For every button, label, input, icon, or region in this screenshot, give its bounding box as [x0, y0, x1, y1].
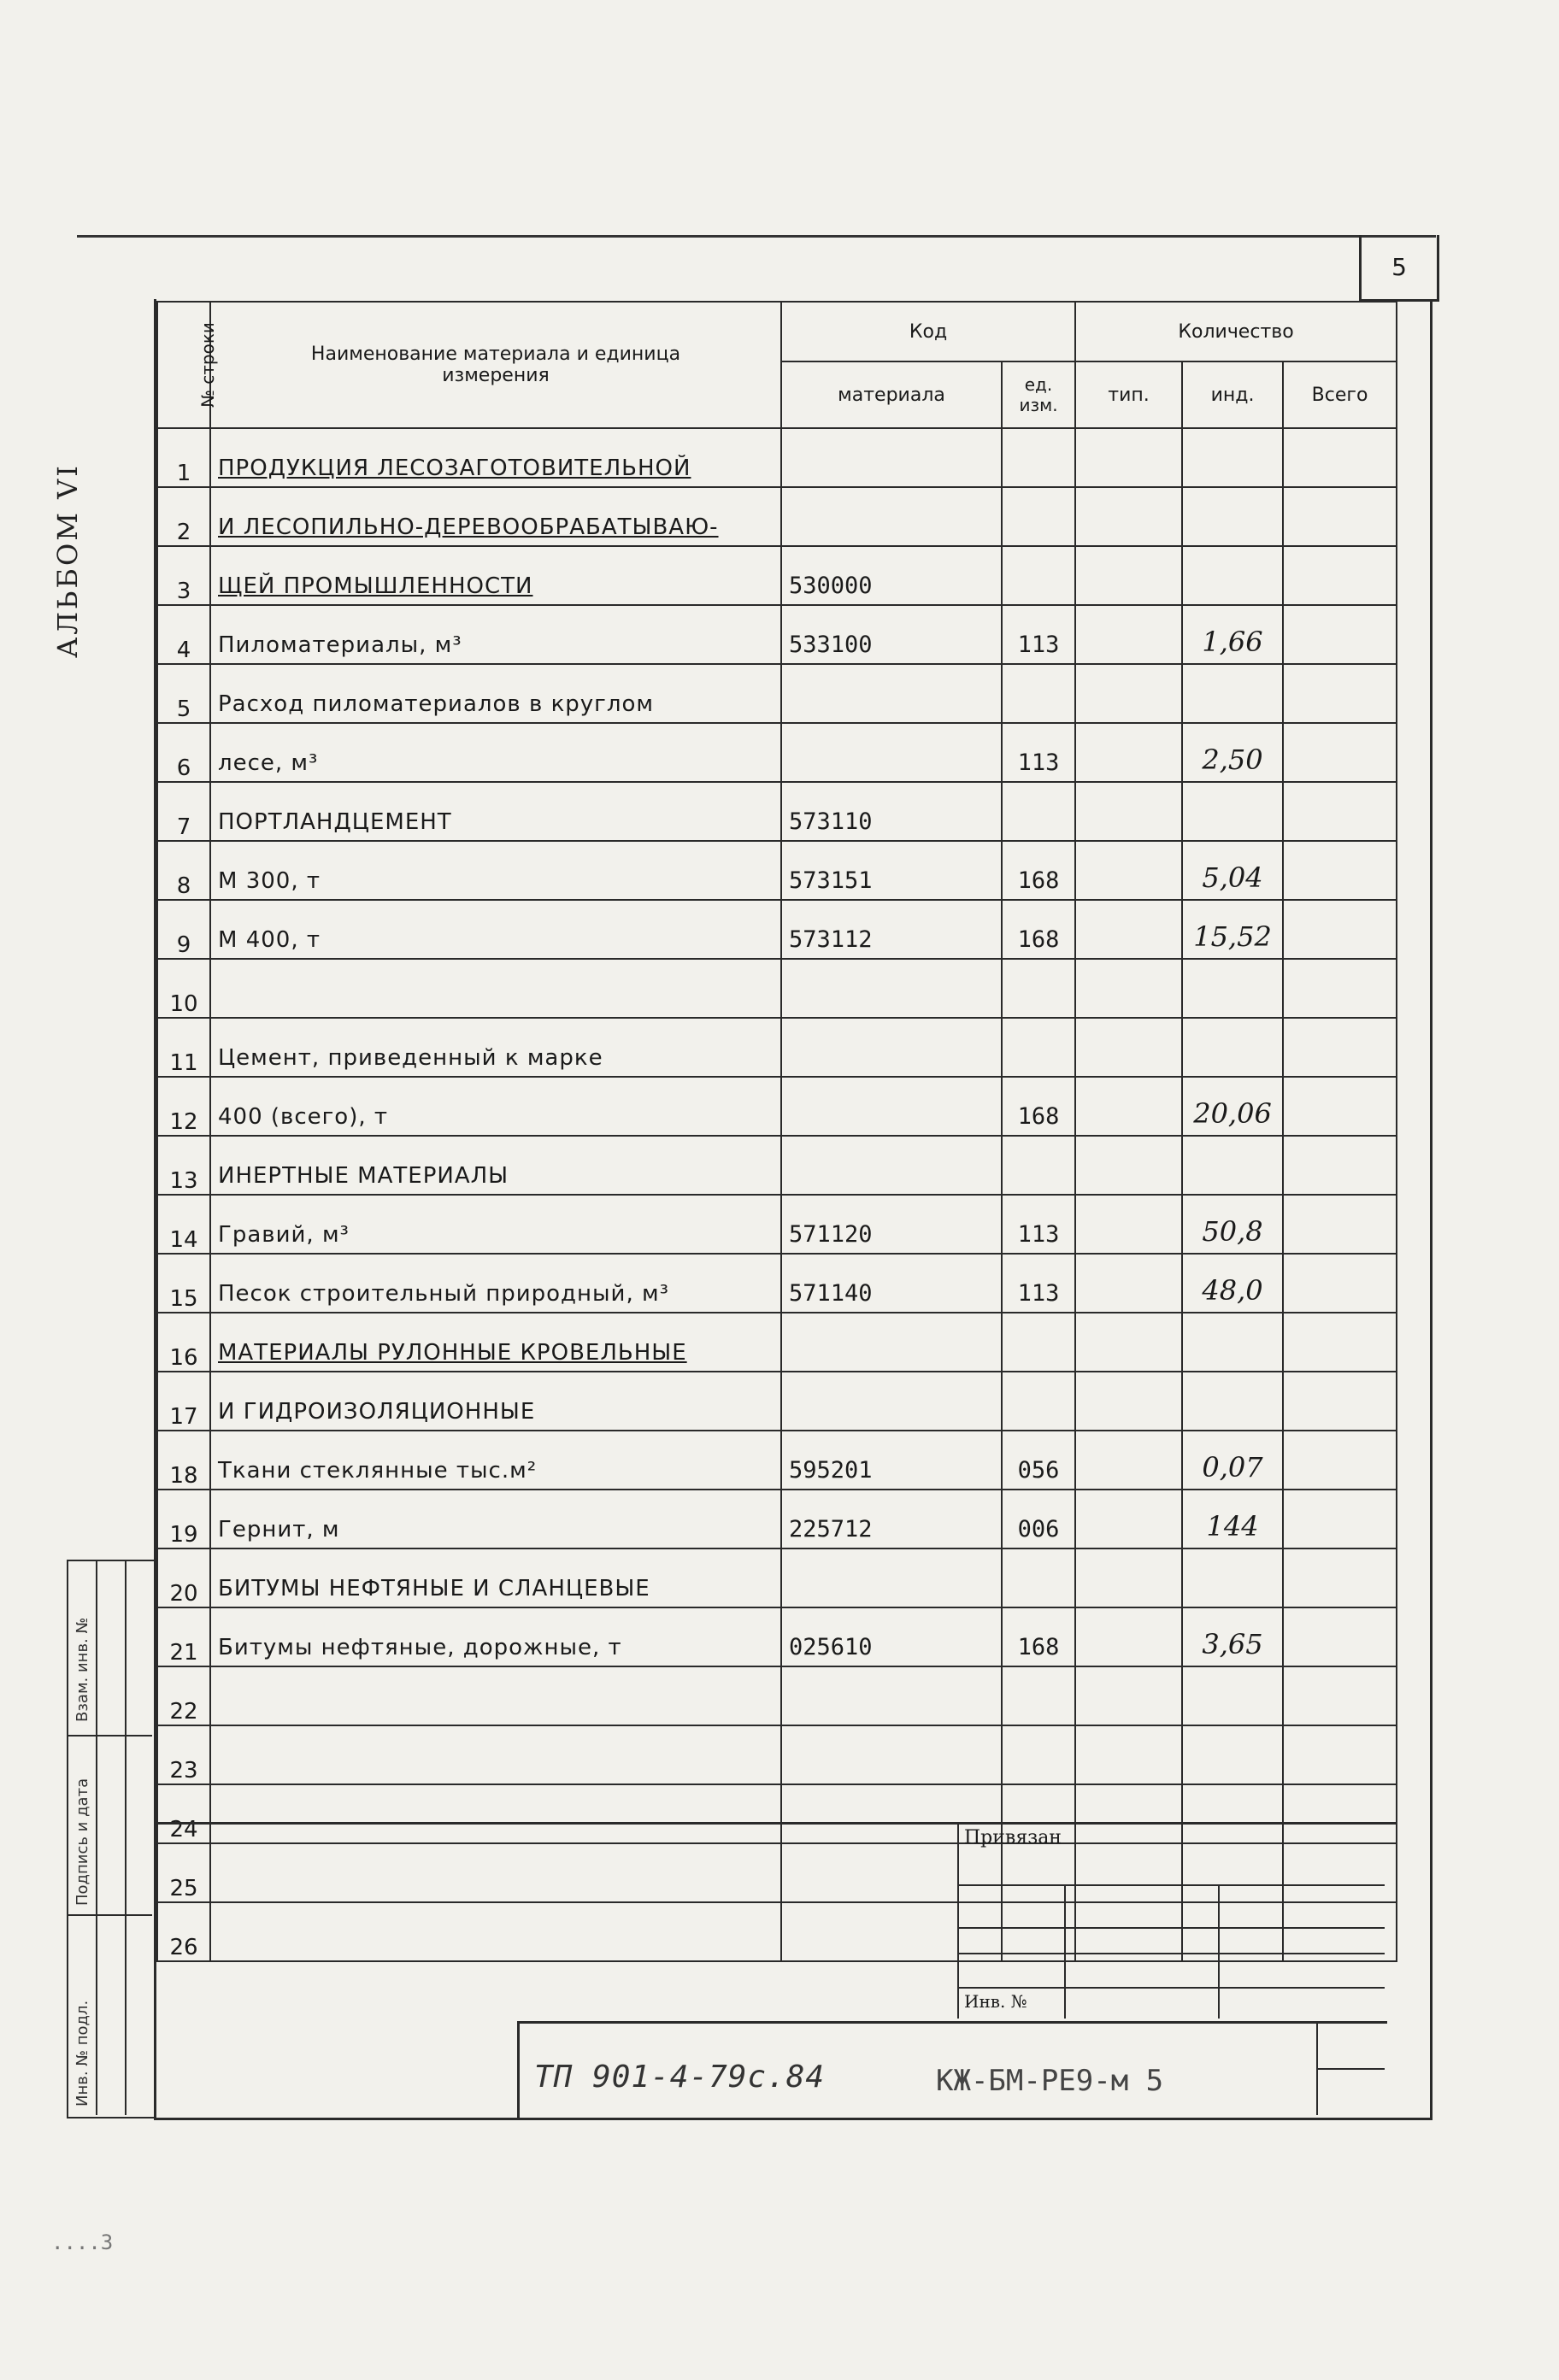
qty-typ	[1075, 1254, 1182, 1313]
material-code: 573110	[781, 782, 1002, 841]
qty-ind: 3,65	[1182, 1607, 1283, 1666]
table-body	[157, 428, 1397, 1961]
material-name: ИНЕРТНЫЕ МАТЕРИАЛЫ	[210, 1136, 781, 1195]
stamp-inv-label: Инв. №	[964, 1991, 1027, 2012]
stamp-line	[959, 1987, 1385, 1989]
unit-code: 168	[1002, 1607, 1075, 1666]
sheet-mark: КЖ-БМ-РЕ9-м 5	[936, 2064, 1164, 2098]
qty-total	[1283, 428, 1397, 487]
material-code: 571120	[781, 1195, 1002, 1254]
qty-ind	[1182, 1018, 1283, 1077]
qty-ind	[1182, 1313, 1283, 1372]
row-number: 5	[157, 664, 210, 723]
qty-total	[1283, 605, 1397, 664]
table-row	[157, 1136, 1397, 1195]
material-name: Ткани стеклянные тыс.м²	[210, 1431, 781, 1490]
material-code	[781, 1313, 1002, 1372]
table-row	[157, 605, 1397, 664]
stamp-line	[959, 1953, 1385, 1954]
qty-typ	[1075, 1666, 1182, 1725]
qty-ind	[1182, 428, 1283, 487]
unit-code	[1002, 428, 1075, 487]
row-number: 20	[157, 1548, 210, 1607]
table-row	[157, 1548, 1397, 1607]
unit-code: 168	[1002, 841, 1075, 900]
qty-typ	[1075, 1725, 1182, 1784]
qty-total	[1283, 1313, 1397, 1372]
qty-typ	[1075, 959, 1182, 1018]
header-code: Код	[781, 302, 1075, 361]
qty-ind	[1182, 487, 1283, 546]
qty-ind: 20,06	[1182, 1077, 1283, 1136]
material-name: И ЛЕСОПИЛЬНО-ДЕРЕВООБРАБАТЫВАЮ-	[210, 487, 781, 546]
unit-code: 113	[1002, 1254, 1075, 1313]
row-number: 6	[157, 723, 210, 782]
qty-typ	[1075, 1372, 1182, 1431]
qty-total	[1283, 1666, 1397, 1725]
material-name: ЩЕЙ ПРОМЫШЛЕННОСТИ	[210, 546, 781, 605]
qty-ind	[1182, 782, 1283, 841]
header-code-unit: ед. изм.	[1002, 361, 1075, 428]
unit-code	[1002, 782, 1075, 841]
qty-typ	[1075, 428, 1182, 487]
qty-total	[1283, 546, 1397, 605]
material-name: МАТЕРИАЛЫ РУЛОННЫЕ КРОВЕЛЬНЫЕ	[210, 1313, 781, 1372]
material-code: 225712	[781, 1490, 1002, 1548]
table-row	[157, 1725, 1397, 1784]
qty-typ	[1075, 1431, 1182, 1490]
qty-total	[1283, 1254, 1397, 1313]
table-row	[157, 1077, 1397, 1136]
material-code	[781, 959, 1002, 1018]
row-number: 8	[157, 841, 210, 900]
material-name: 400 (всего), т	[210, 1077, 781, 1136]
material-code	[781, 1136, 1002, 1195]
qty-total	[1283, 1372, 1397, 1431]
table-row	[157, 1490, 1397, 1548]
unit-code: 168	[1002, 1077, 1075, 1136]
material-code	[781, 1018, 1002, 1077]
header-quantity: Количество	[1075, 302, 1397, 361]
qty-typ	[1075, 1018, 1182, 1077]
qty-ind	[1182, 1136, 1283, 1195]
row-number: 13	[157, 1136, 210, 1195]
material-code	[781, 1725, 1002, 1784]
qty-total	[1283, 1195, 1397, 1254]
row-number: 14	[157, 1195, 210, 1254]
unit-code: 113	[1002, 1195, 1075, 1254]
stamp-line	[959, 1927, 1385, 1929]
unit-code	[1002, 487, 1075, 546]
qty-total	[1283, 664, 1397, 723]
unit-code	[1002, 959, 1075, 1018]
qty-ind: 0,07	[1182, 1431, 1283, 1490]
table-row	[157, 1666, 1397, 1725]
qty-typ	[1075, 664, 1182, 723]
unit-code	[1002, 1372, 1075, 1431]
title-block-line	[1316, 2068, 1385, 2070]
row-number: 23	[157, 1725, 210, 1784]
material-name: И ГИДРОИЗОЛЯЦИОННЫЕ	[210, 1372, 781, 1431]
material-name: ПРОДУКЦИЯ ЛЕСОЗАГОТОВИТЕЛЬНОЙ	[210, 428, 781, 487]
unit-code: 113	[1002, 605, 1075, 664]
qty-total	[1283, 723, 1397, 782]
material-code: 573112	[781, 900, 1002, 959]
table-row	[157, 1195, 1397, 1254]
row-number: 15	[157, 1254, 210, 1313]
table-row	[157, 1018, 1397, 1077]
table-row	[157, 1372, 1397, 1431]
material-code: 530000	[781, 546, 1002, 605]
material-name: Гравий, м³	[210, 1195, 781, 1254]
qty-ind	[1182, 1548, 1283, 1607]
table-row	[157, 1607, 1397, 1666]
qty-ind	[1182, 1372, 1283, 1431]
qty-typ	[1075, 487, 1182, 546]
table-row	[157, 782, 1397, 841]
stamp-line	[959, 1884, 1385, 1886]
material-name: М 300, т	[210, 841, 781, 900]
material-name: БИТУМЫ НЕФТЯНЫЕ И СЛАНЦЕВЫЕ	[210, 1548, 781, 1607]
unit-code	[1002, 1666, 1075, 1725]
qty-typ	[1075, 546, 1182, 605]
qty-ind	[1182, 1666, 1283, 1725]
table-row	[157, 723, 1397, 782]
qty-typ	[1075, 605, 1182, 664]
table-row	[157, 487, 1397, 546]
header-name: Наименование материала и единица измерения	[210, 302, 781, 428]
header-qty-total: Всего	[1283, 361, 1397, 428]
unit-code	[1002, 1136, 1075, 1195]
row-number: 19	[157, 1490, 210, 1548]
row-number: 26	[157, 1902, 210, 1961]
table-row	[157, 841, 1397, 900]
row-number: 16	[157, 1313, 210, 1372]
qty-ind	[1182, 664, 1283, 723]
row-number: 4	[157, 605, 210, 664]
qty-ind: 144	[1182, 1490, 1283, 1548]
qty-total	[1283, 1725, 1397, 1784]
material-name: Гернит, м	[210, 1490, 781, 1548]
header-qty-ind: инд.	[1182, 361, 1283, 428]
table-row	[157, 959, 1397, 1018]
unit-code	[1002, 546, 1075, 605]
qty-ind	[1182, 959, 1283, 1018]
table-row	[157, 428, 1397, 487]
material-code: 571140	[781, 1254, 1002, 1313]
material-name: Песок строительный природный, м³	[210, 1254, 781, 1313]
row-number: 9	[157, 900, 210, 959]
qty-total	[1283, 1136, 1397, 1195]
qty-ind: 5,04	[1182, 841, 1283, 900]
material-code: 595201	[781, 1431, 1002, 1490]
qty-ind: 1,66	[1182, 605, 1283, 664]
qty-ind: 15,52	[1182, 900, 1283, 959]
row-number: 10	[157, 959, 210, 1018]
table-row	[157, 546, 1397, 605]
qty-typ	[1075, 1548, 1182, 1607]
table-row	[157, 1431, 1397, 1490]
qty-total	[1283, 1018, 1397, 1077]
row-number: 11	[157, 1018, 210, 1077]
qty-typ	[1075, 1490, 1182, 1548]
material-name	[210, 1666, 781, 1725]
material-code	[781, 1666, 1002, 1725]
qty-ind: 2,50	[1182, 723, 1283, 782]
stamp-divider	[1218, 1884, 1220, 2019]
row-number: 25	[157, 1843, 210, 1902]
unit-code: 056	[1002, 1431, 1075, 1490]
material-code	[781, 487, 1002, 546]
unit-code	[1002, 1725, 1075, 1784]
stamp-divider	[1064, 1884, 1066, 2019]
row-number: 12	[157, 1077, 210, 1136]
top-rule	[77, 235, 1436, 238]
material-code	[781, 723, 1002, 782]
row-number: 3	[157, 546, 210, 605]
side-strip-line	[67, 1735, 152, 1737]
sheet-number: 5	[1359, 235, 1439, 302]
unit-code	[1002, 1548, 1075, 1607]
qty-total	[1283, 1490, 1397, 1548]
qty-total	[1283, 1077, 1397, 1136]
row-number: 22	[157, 1666, 210, 1725]
header-qty-typ: тип.	[1075, 361, 1182, 428]
table-row	[157, 900, 1397, 959]
qty-typ	[1075, 782, 1182, 841]
material-code	[781, 1548, 1002, 1607]
table-row	[157, 1313, 1397, 1372]
header-row-no: № строки	[157, 302, 210, 428]
qty-total	[1283, 959, 1397, 1018]
project-code: ТП 901-4-79с.84	[534, 2060, 826, 2095]
qty-typ	[1075, 900, 1182, 959]
qty-total	[1283, 1431, 1397, 1490]
unit-code	[1002, 1018, 1075, 1077]
row-number: 7	[157, 782, 210, 841]
side-strip-text-1: Взам. инв. №	[74, 1617, 91, 1722]
row-number: 1	[157, 428, 210, 487]
row-number: 21	[157, 1607, 210, 1666]
material-name: Расход пиломатериалов в круглом	[210, 664, 781, 723]
material-code	[781, 428, 1002, 487]
qty-total	[1283, 900, 1397, 959]
material-code: 025610	[781, 1607, 1002, 1666]
material-name: ПОРТЛАНДЦЕМЕНТ	[210, 782, 781, 841]
row-number: 18	[157, 1431, 210, 1490]
material-name	[210, 1725, 781, 1784]
qty-typ	[1075, 1136, 1182, 1195]
qty-total	[1283, 1548, 1397, 1607]
side-strip-text-2: Подпись и дата	[74, 1778, 91, 1906]
material-code: 533100	[781, 605, 1002, 664]
qty-ind	[1182, 1725, 1283, 1784]
qty-typ	[1075, 1195, 1182, 1254]
material-name: Цемент, приведенный к марке	[210, 1018, 781, 1077]
material-code: 573151	[781, 841, 1002, 900]
footer-code: ....3	[51, 2230, 114, 2254]
qty-total	[1283, 1607, 1397, 1666]
side-strip-text-3: Инв. № подл.	[74, 2000, 91, 2107]
material-name: Пиломатериалы, м³	[210, 605, 781, 664]
stamp-box	[957, 1822, 1386, 2019]
qty-total	[1283, 841, 1397, 900]
materials-table	[156, 301, 1397, 1962]
qty-typ	[1075, 1313, 1182, 1372]
table-row	[157, 664, 1397, 723]
side-strip-line	[67, 1914, 152, 1916]
row-number: 2	[157, 487, 210, 546]
unit-code: 006	[1002, 1490, 1075, 1548]
qty-total	[1283, 487, 1397, 546]
qty-ind: 48,0	[1182, 1254, 1283, 1313]
album-label: АЛЬБОМ VI	[51, 463, 84, 658]
qty-ind: 50,8	[1182, 1195, 1283, 1254]
material-code	[781, 1372, 1002, 1431]
header-code-material: материала	[781, 361, 1002, 428]
qty-typ	[1075, 723, 1182, 782]
qty-typ	[1075, 841, 1182, 900]
qty-ind	[1182, 546, 1283, 605]
row-number: 24	[157, 1784, 210, 1843]
unit-code	[1002, 1313, 1075, 1372]
unit-code	[1002, 664, 1075, 723]
qty-typ	[1075, 1077, 1182, 1136]
qty-typ	[1075, 1607, 1182, 1666]
side-strip-divider	[96, 1560, 97, 2115]
material-code	[781, 1077, 1002, 1136]
material-name: Битумы нефтяные, дорожные, т	[210, 1607, 781, 1666]
row-number: 17	[157, 1372, 210, 1431]
stamp-attached-label: Привязан	[964, 1827, 1062, 1848]
unit-code: 168	[1002, 900, 1075, 959]
material-name: М 400, т	[210, 900, 781, 959]
material-name	[210, 959, 781, 1018]
material-code	[781, 664, 1002, 723]
side-strip-divider	[125, 1560, 126, 2115]
material-name: лесе, м³	[210, 723, 781, 782]
table-row	[157, 1254, 1397, 1313]
unit-code: 113	[1002, 723, 1075, 782]
qty-total	[1283, 782, 1397, 841]
